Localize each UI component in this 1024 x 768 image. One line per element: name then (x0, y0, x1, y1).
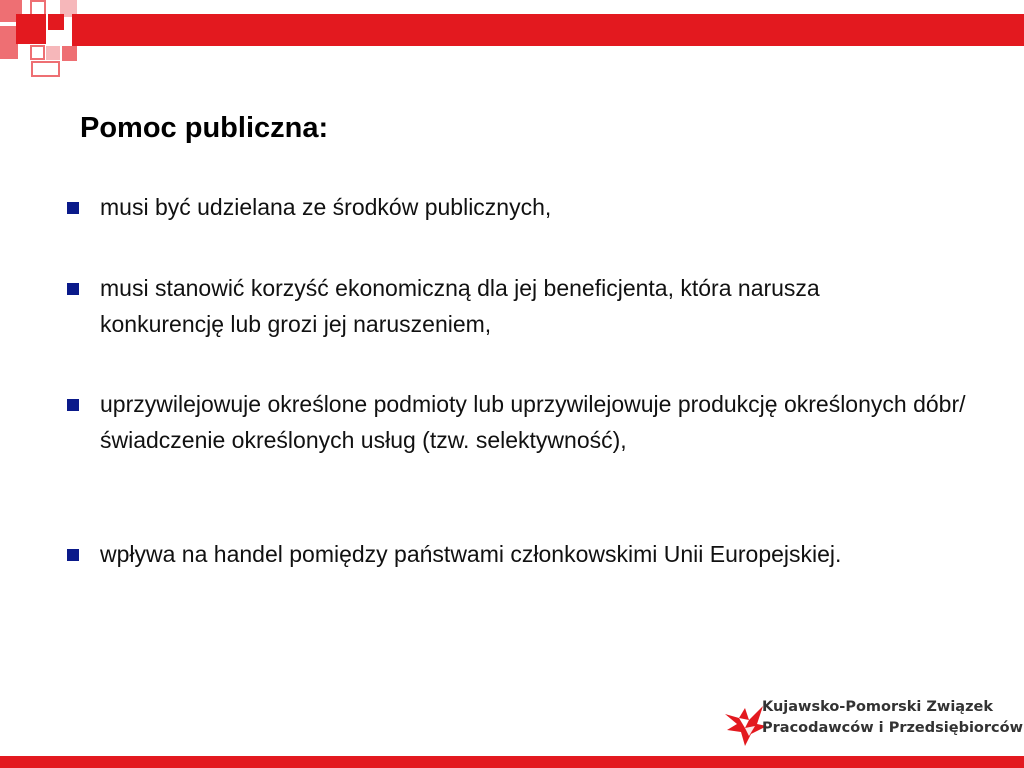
logo-text (762, 697, 1023, 739)
decor-square (46, 46, 60, 60)
bullet-text: musi stanowić korzyść ekonomiczną dla jej beneficjenta, która narusza konkurencję lub grozi jej naruszeniem, (100, 275, 820, 337)
bullet-text: uprzywilejowuje określone podmioty lub uprzywilejowuje produkcję określonych dóbr/świadczenie określonych usług (tzw. selektywność), (100, 391, 966, 453)
top-red-bar (72, 14, 1024, 46)
decor-square (62, 46, 77, 61)
bullet-text: wpływa na handel pomiędzy państwami członkowskimi Unii Europejskiej. (100, 541, 842, 567)
bottom-red-bar (0, 756, 1024, 768)
decor-square (16, 14, 46, 44)
bullet-text: musi być udzielana ze środków publicznych, (100, 194, 552, 220)
bullet-square-icon (67, 202, 79, 214)
bullet-square-icon (67, 549, 79, 561)
logo-line-1: Kujawsko-Pomorski Związek (762, 699, 994, 715)
slide-title: Pomoc publiczna: (80, 112, 329, 144)
decor-square (30, 45, 45, 60)
logo-line-2: Pracodawców i Przedsiębiorców (762, 720, 1023, 736)
bullet-square-icon (67, 283, 79, 295)
bullet-square-icon (67, 399, 79, 411)
decor-square (48, 14, 64, 30)
decor-square (31, 61, 60, 77)
